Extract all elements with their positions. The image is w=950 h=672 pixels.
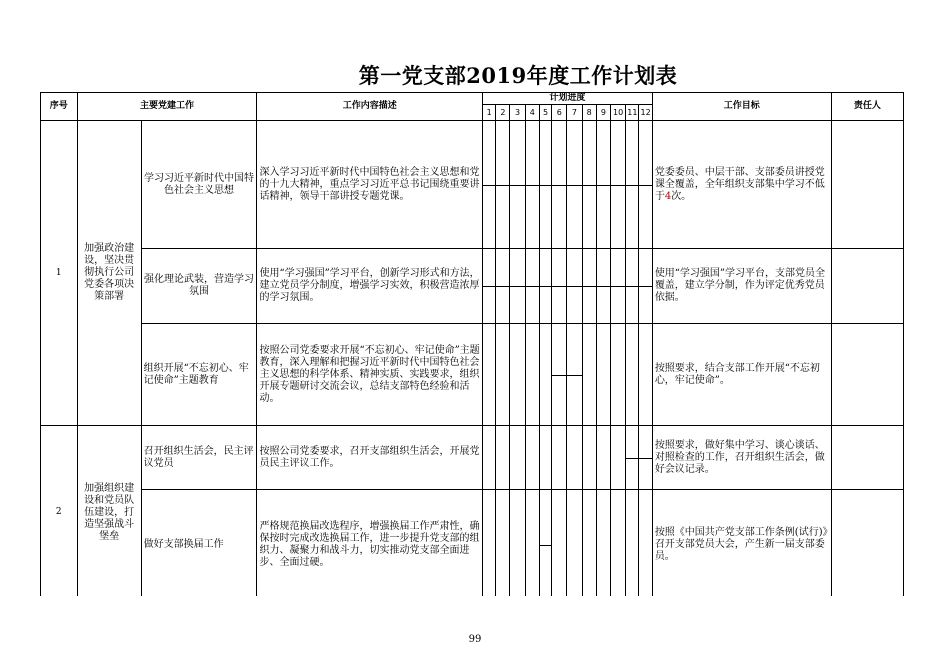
progress-bar bbox=[626, 458, 639, 459]
month-cell bbox=[539, 490, 551, 600]
row-category: 加强组织建设和党员队伍建设，打造坚强战斗堡垒 bbox=[77, 426, 141, 600]
table-row bbox=[41, 324, 904, 426]
month-cell bbox=[525, 121, 539, 249]
month-cell bbox=[639, 490, 652, 600]
month-cell bbox=[525, 249, 539, 324]
progress-bar bbox=[611, 286, 626, 287]
row-owner bbox=[831, 324, 903, 426]
progress-bar bbox=[483, 185, 496, 186]
month-header: 2 bbox=[496, 105, 510, 121]
month-cell bbox=[525, 426, 539, 490]
month-cell bbox=[596, 249, 610, 324]
progress-bar bbox=[596, 286, 610, 287]
month-cell bbox=[611, 121, 626, 249]
month-cell bbox=[639, 426, 652, 490]
month-cell bbox=[626, 426, 639, 490]
progress-bar bbox=[483, 286, 496, 287]
header-content: 工作内容描述 bbox=[257, 93, 483, 121]
row-content: 按照公司党委要求开展“不忘初心、牢记使命”主题教育，深入理解和把握习近平新时代中国特色社会主义思想的科学体系、精神实质、实践要求，组织开展专题研讨交流会议，总结支部特色经验和活动。 bbox=[257, 324, 483, 426]
header-owner: 责任人 bbox=[831, 93, 903, 121]
header-seq: 序号 bbox=[41, 93, 78, 121]
progress-bar bbox=[582, 286, 596, 287]
work-plan-table bbox=[40, 92, 904, 600]
row-task: 召开组织生活会，民主评议党员 bbox=[141, 426, 257, 490]
progress-bar bbox=[596, 185, 610, 186]
progress-bar bbox=[539, 185, 551, 186]
progress-bar bbox=[567, 185, 582, 186]
month-cell bbox=[552, 426, 567, 490]
row-content: 严格规范换届改选程序，增强换届工作严肃性，确保按时完成改选换届工作，进一步提升党支部的组织力、凝聚力和战斗力，切实推动党支部全面进步、全面过硬。 bbox=[257, 490, 483, 600]
progress-bar bbox=[525, 185, 539, 186]
month-cell bbox=[539, 324, 551, 426]
row-goal: 按照《中国共产党支部工作条例(试行)》召开支部党员大会，产生新一届支部委员。 bbox=[652, 490, 831, 600]
month-cell bbox=[611, 490, 626, 600]
progress-bar bbox=[567, 375, 582, 376]
page-title: 第一党支部2019年度工作计划表 bbox=[358, 63, 678, 88]
month-cell bbox=[496, 490, 510, 600]
row-goal: 按照要求，结合支部工作开展“不忘初心，牢记使命”。 bbox=[652, 324, 831, 426]
month-cell bbox=[539, 249, 551, 324]
month-header: 3 bbox=[510, 105, 525, 121]
table-row bbox=[41, 121, 904, 249]
row-goal: 使用“学习强国”学习平台，支部党员全覆盖，建立学分制，作为评定优秀党员依据。 bbox=[652, 249, 831, 324]
progress-bar bbox=[525, 286, 539, 287]
month-cell bbox=[510, 324, 525, 426]
row-owner bbox=[831, 490, 903, 600]
header-main-work: 主要党建工作 bbox=[77, 93, 257, 121]
month-header: 7 bbox=[567, 105, 582, 121]
progress-bar bbox=[639, 458, 652, 459]
table-row bbox=[41, 249, 904, 324]
month-cell bbox=[611, 324, 626, 426]
month-cell bbox=[510, 426, 525, 490]
row-goal: 按照要求，做好集中学习、谈心谈话、对照检查的工作，召开组织生活会，做好会议记录。 bbox=[652, 426, 831, 490]
month-cell bbox=[539, 121, 551, 249]
row-task: 强化理论武装，营造学习氛围 bbox=[141, 249, 257, 324]
month-cell bbox=[567, 121, 582, 249]
month-header: 8 bbox=[582, 105, 596, 121]
progress-bar bbox=[552, 185, 567, 186]
month-cell bbox=[582, 121, 596, 249]
month-cell bbox=[626, 249, 639, 324]
progress-bar bbox=[552, 286, 567, 287]
month-cell bbox=[596, 121, 610, 249]
header-goal: 工作目标 bbox=[652, 93, 831, 121]
row-content: 按照公司党委要求，召开支部组织生活会，开展党员民主评议工作。 bbox=[257, 426, 483, 490]
month-cell bbox=[552, 121, 567, 249]
month-cell bbox=[552, 490, 567, 600]
month-cell bbox=[510, 121, 525, 249]
month-cell bbox=[626, 121, 639, 249]
table-row bbox=[41, 490, 904, 600]
month-cell bbox=[483, 324, 496, 426]
month-cell bbox=[596, 324, 610, 426]
month-cell bbox=[539, 426, 551, 490]
month-cell bbox=[552, 249, 567, 324]
goal-highlight: 4 bbox=[664, 190, 672, 202]
month-header: 11 bbox=[626, 105, 639, 121]
row-owner bbox=[831, 249, 903, 324]
month-cell bbox=[483, 490, 496, 600]
progress-bar bbox=[496, 286, 510, 287]
progress-bar bbox=[611, 185, 626, 186]
row-task: 学习习近平新时代中国特色社会主义思想 bbox=[141, 121, 257, 249]
row-owner bbox=[831, 426, 903, 490]
row-category: 加强政治建设，坚决贯彻执行公司党委各项决策部署 bbox=[77, 121, 141, 426]
month-cell bbox=[639, 324, 652, 426]
month-cell bbox=[639, 121, 652, 249]
table-row bbox=[41, 426, 904, 490]
row-owner bbox=[831, 121, 903, 249]
month-cell bbox=[496, 324, 510, 426]
goal-text-end: 次。 bbox=[671, 190, 692, 202]
header-progress: 计划进度 bbox=[483, 93, 653, 105]
month-cell bbox=[525, 490, 539, 600]
progress-bar bbox=[539, 545, 551, 546]
month-cell bbox=[510, 249, 525, 324]
progress-bar bbox=[552, 375, 567, 376]
progress-bar bbox=[639, 286, 652, 287]
progress-bar bbox=[496, 185, 510, 186]
progress-bar bbox=[510, 185, 525, 186]
row-goal bbox=[652, 121, 831, 249]
progress-bar bbox=[510, 286, 525, 287]
month-cell bbox=[552, 324, 567, 426]
month-cell bbox=[483, 249, 496, 324]
row-seq: 1 bbox=[41, 121, 78, 426]
month-cell bbox=[567, 426, 582, 490]
month-cell bbox=[510, 490, 525, 600]
goal-text: 党委委员、中层干部、支部委员讲授党课全覆盖，全年组织支部集中学习不低于 bbox=[654, 166, 825, 202]
month-cell bbox=[496, 426, 510, 490]
progress-bar bbox=[567, 286, 582, 287]
month-cell bbox=[483, 426, 496, 490]
progress-bar bbox=[539, 286, 551, 287]
month-cell bbox=[582, 426, 596, 490]
month-header: 5 bbox=[539, 105, 551, 121]
row-content: 深入学习习近平新时代中国特色社会主义思想和党的十九大精神，重点学习习近平总书记围绕重要讲话精神，领导干部讲授专题党课。 bbox=[257, 121, 483, 249]
month-cell bbox=[582, 249, 596, 324]
month-header: 10 bbox=[611, 105, 626, 121]
month-cell bbox=[611, 426, 626, 490]
row-task: 做好支部换届工作 bbox=[141, 490, 257, 600]
month-cell bbox=[626, 324, 639, 426]
month-cell bbox=[582, 490, 596, 600]
month-header: 1 bbox=[483, 105, 496, 121]
row-content: 使用“学习强国”学习平台，创新学习形式和方法，建立党员学分制度，增强学习实效，积极营造浓厚的学习氛围。 bbox=[257, 249, 483, 324]
month-cell bbox=[496, 249, 510, 324]
progress-bar bbox=[626, 286, 639, 287]
progress-bar bbox=[582, 185, 596, 186]
month-cell bbox=[496, 121, 510, 249]
month-cell bbox=[567, 249, 582, 324]
month-header: 12 bbox=[639, 105, 652, 121]
month-cell bbox=[567, 324, 582, 426]
month-header: 9 bbox=[596, 105, 610, 121]
page-number: 99 bbox=[468, 634, 482, 645]
month-cell bbox=[626, 490, 639, 600]
progress-bar bbox=[626, 185, 639, 186]
month-cell bbox=[596, 426, 610, 490]
month-cell bbox=[611, 249, 626, 324]
month-header: 6 bbox=[552, 105, 567, 121]
month-cell bbox=[582, 324, 596, 426]
month-cell bbox=[639, 249, 652, 324]
month-cell bbox=[596, 490, 610, 600]
month-cell bbox=[483, 121, 496, 249]
progress-bar bbox=[639, 185, 652, 186]
month-header: 4 bbox=[525, 105, 539, 121]
month-cell bbox=[567, 490, 582, 600]
month-cell bbox=[525, 324, 539, 426]
row-task: 组织开展“不忘初心、牢记使命”主题教育 bbox=[141, 324, 257, 426]
row-seq: 2 bbox=[41, 426, 78, 600]
